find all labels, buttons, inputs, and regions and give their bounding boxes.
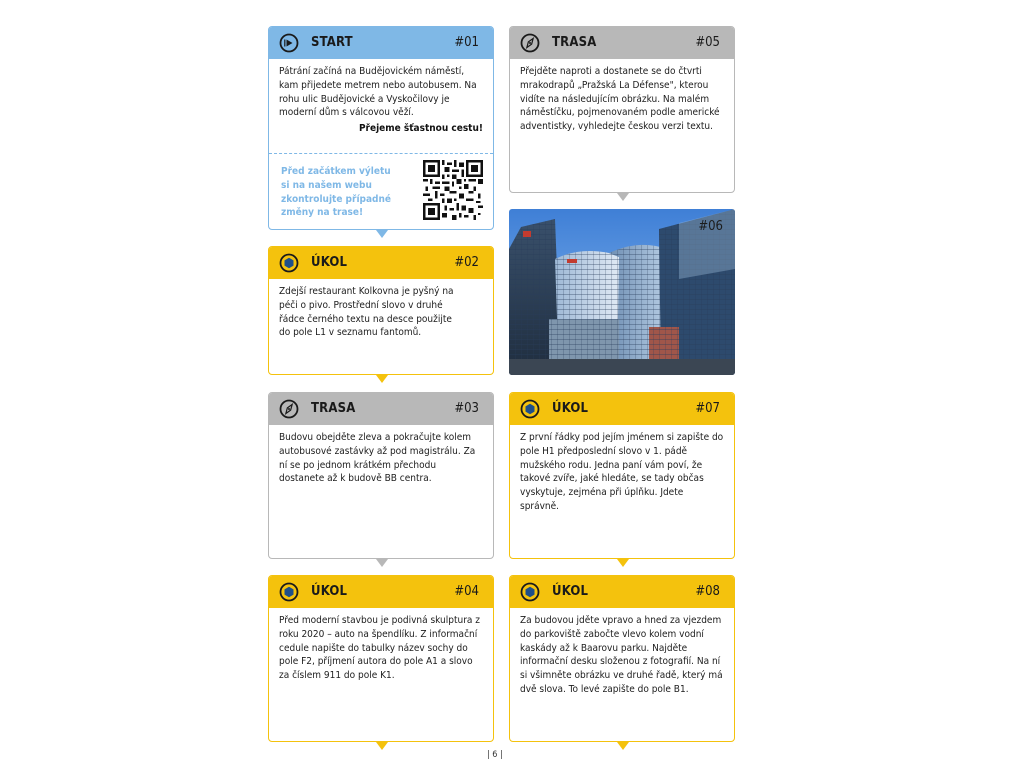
card-body <box>510 425 734 558</box>
hexagon-icon <box>520 582 540 602</box>
dashed-separator <box>269 153 493 154</box>
card-text: Budovu obejděte zleva a pokračujte kolem autobusové zastávky až pod magistrálu. Za ní se po jednom krátkém přechodu dostanete až k budově BB centra. <box>279 432 476 485</box>
down-arrow-icon <box>376 742 388 750</box>
card-title: ÚKOL <box>552 584 589 599</box>
card-text: Před moderní stavbou je podivná skulptura z roku 2020 – auto na špendlíku. Z informační cedule napište do tabulky název sochy do pole F2, příjmení autora do pole A1 a slovo za číslem 911 do pole K1. <box>279 615 480 682</box>
card-body <box>510 608 734 741</box>
photo-number: #06 <box>698 219 723 234</box>
card-number: #01 <box>454 35 479 50</box>
card-ukol-08 <box>509 575 735 742</box>
down-arrow-icon <box>617 559 629 567</box>
check-notice: Před začátkem výletu si na našem webu zkontrolujte případné změny na trase! <box>281 166 391 219</box>
qr-code[interactable] <box>423 160 483 220</box>
card-trasa-03 <box>268 392 494 559</box>
card-text: Pátrání začíná na Budějovickém náměstí, kam přijedete metrem nebo autobusem. Na rohu ulic Budějovické a Vyskočilovy je moderní dům s válcovou věží. <box>279 66 477 119</box>
down-arrow-icon <box>376 559 388 567</box>
card-text: Přejděte naproti a dostanete se do čtvrti mrakodrapů „Pražská La Défense", kterou vidíte na následujícím obrázku. Na malém náměstíčku, pojmenovaném podle americké adventistky, vyhledejte českou verzi textu. <box>520 66 720 133</box>
down-arrow-icon <box>617 742 629 750</box>
wish-text: Přejeme šťastnou cestu! <box>358 123 483 134</box>
down-arrow-icon <box>376 375 388 383</box>
hexagon-icon <box>279 253 299 273</box>
card-title: ÚKOL <box>552 401 589 416</box>
card-title: TRASA <box>552 35 597 50</box>
card-ukol-07 <box>509 392 735 559</box>
skyscrapers-photo <box>509 209 735 375</box>
card-number: #07 <box>695 401 720 416</box>
card-ukol-02 <box>268 246 494 375</box>
card-body <box>510 59 734 192</box>
card-header <box>510 393 734 425</box>
card-text: Zdejší restaurant Kolkovna je pyšný na péči o pivo. Prostřední slovo v druhé řádce černého textu na desce použijte do pole L1 v seznamu fantomů. <box>279 286 454 339</box>
play-icon <box>279 33 299 53</box>
card-header <box>269 27 493 59</box>
hexagon-icon <box>520 399 540 419</box>
page-number: | 6 | <box>487 750 503 760</box>
card-title: ÚKOL <box>311 255 348 270</box>
card-ukol-04 <box>268 575 494 742</box>
card-number: #04 <box>454 584 479 599</box>
card-header <box>510 27 734 59</box>
card-number: #08 <box>695 584 720 599</box>
card-header <box>269 247 493 279</box>
card-title: ÚKOL <box>311 584 348 599</box>
card-trasa-05 <box>509 26 735 193</box>
card-text: Za budovou jděte vpravo a hned za vjezdem do parkoviště zabočte vlevo kolem vodní kaskády až k Baarovu parku. Najděte informační desku složenou z fotografií. Na ní si všimněte obrázku ve druhé řadě, který má dvě slova. To levé zapište do pole B1. <box>520 615 723 695</box>
compass-icon <box>520 33 540 53</box>
card-header <box>269 576 493 608</box>
hexagon-icon <box>279 582 299 602</box>
down-arrow-icon <box>376 230 388 238</box>
card-number: #02 <box>454 255 479 270</box>
card-header <box>510 576 734 608</box>
card-text: Z první řádky pod jejím jménem si zapište do pole H1 předposlední slovo v 1. pádě mužského rodu. Jedna paní vám poví, že takové zvíře, jaké hledáte, se tady občas vyskytuje, zejména při úplňku. Jdete správně. <box>520 432 724 512</box>
down-arrow-icon <box>617 193 629 201</box>
card-body <box>269 279 493 374</box>
card-header <box>269 393 493 425</box>
compass-icon <box>279 399 299 419</box>
card-start <box>268 26 494 230</box>
card-title: START <box>311 35 353 50</box>
card-number: #05 <box>695 35 720 50</box>
card-body <box>269 425 493 558</box>
card-body <box>269 608 493 741</box>
card-title: TRASA <box>311 401 356 416</box>
card-number: #03 <box>454 401 479 416</box>
